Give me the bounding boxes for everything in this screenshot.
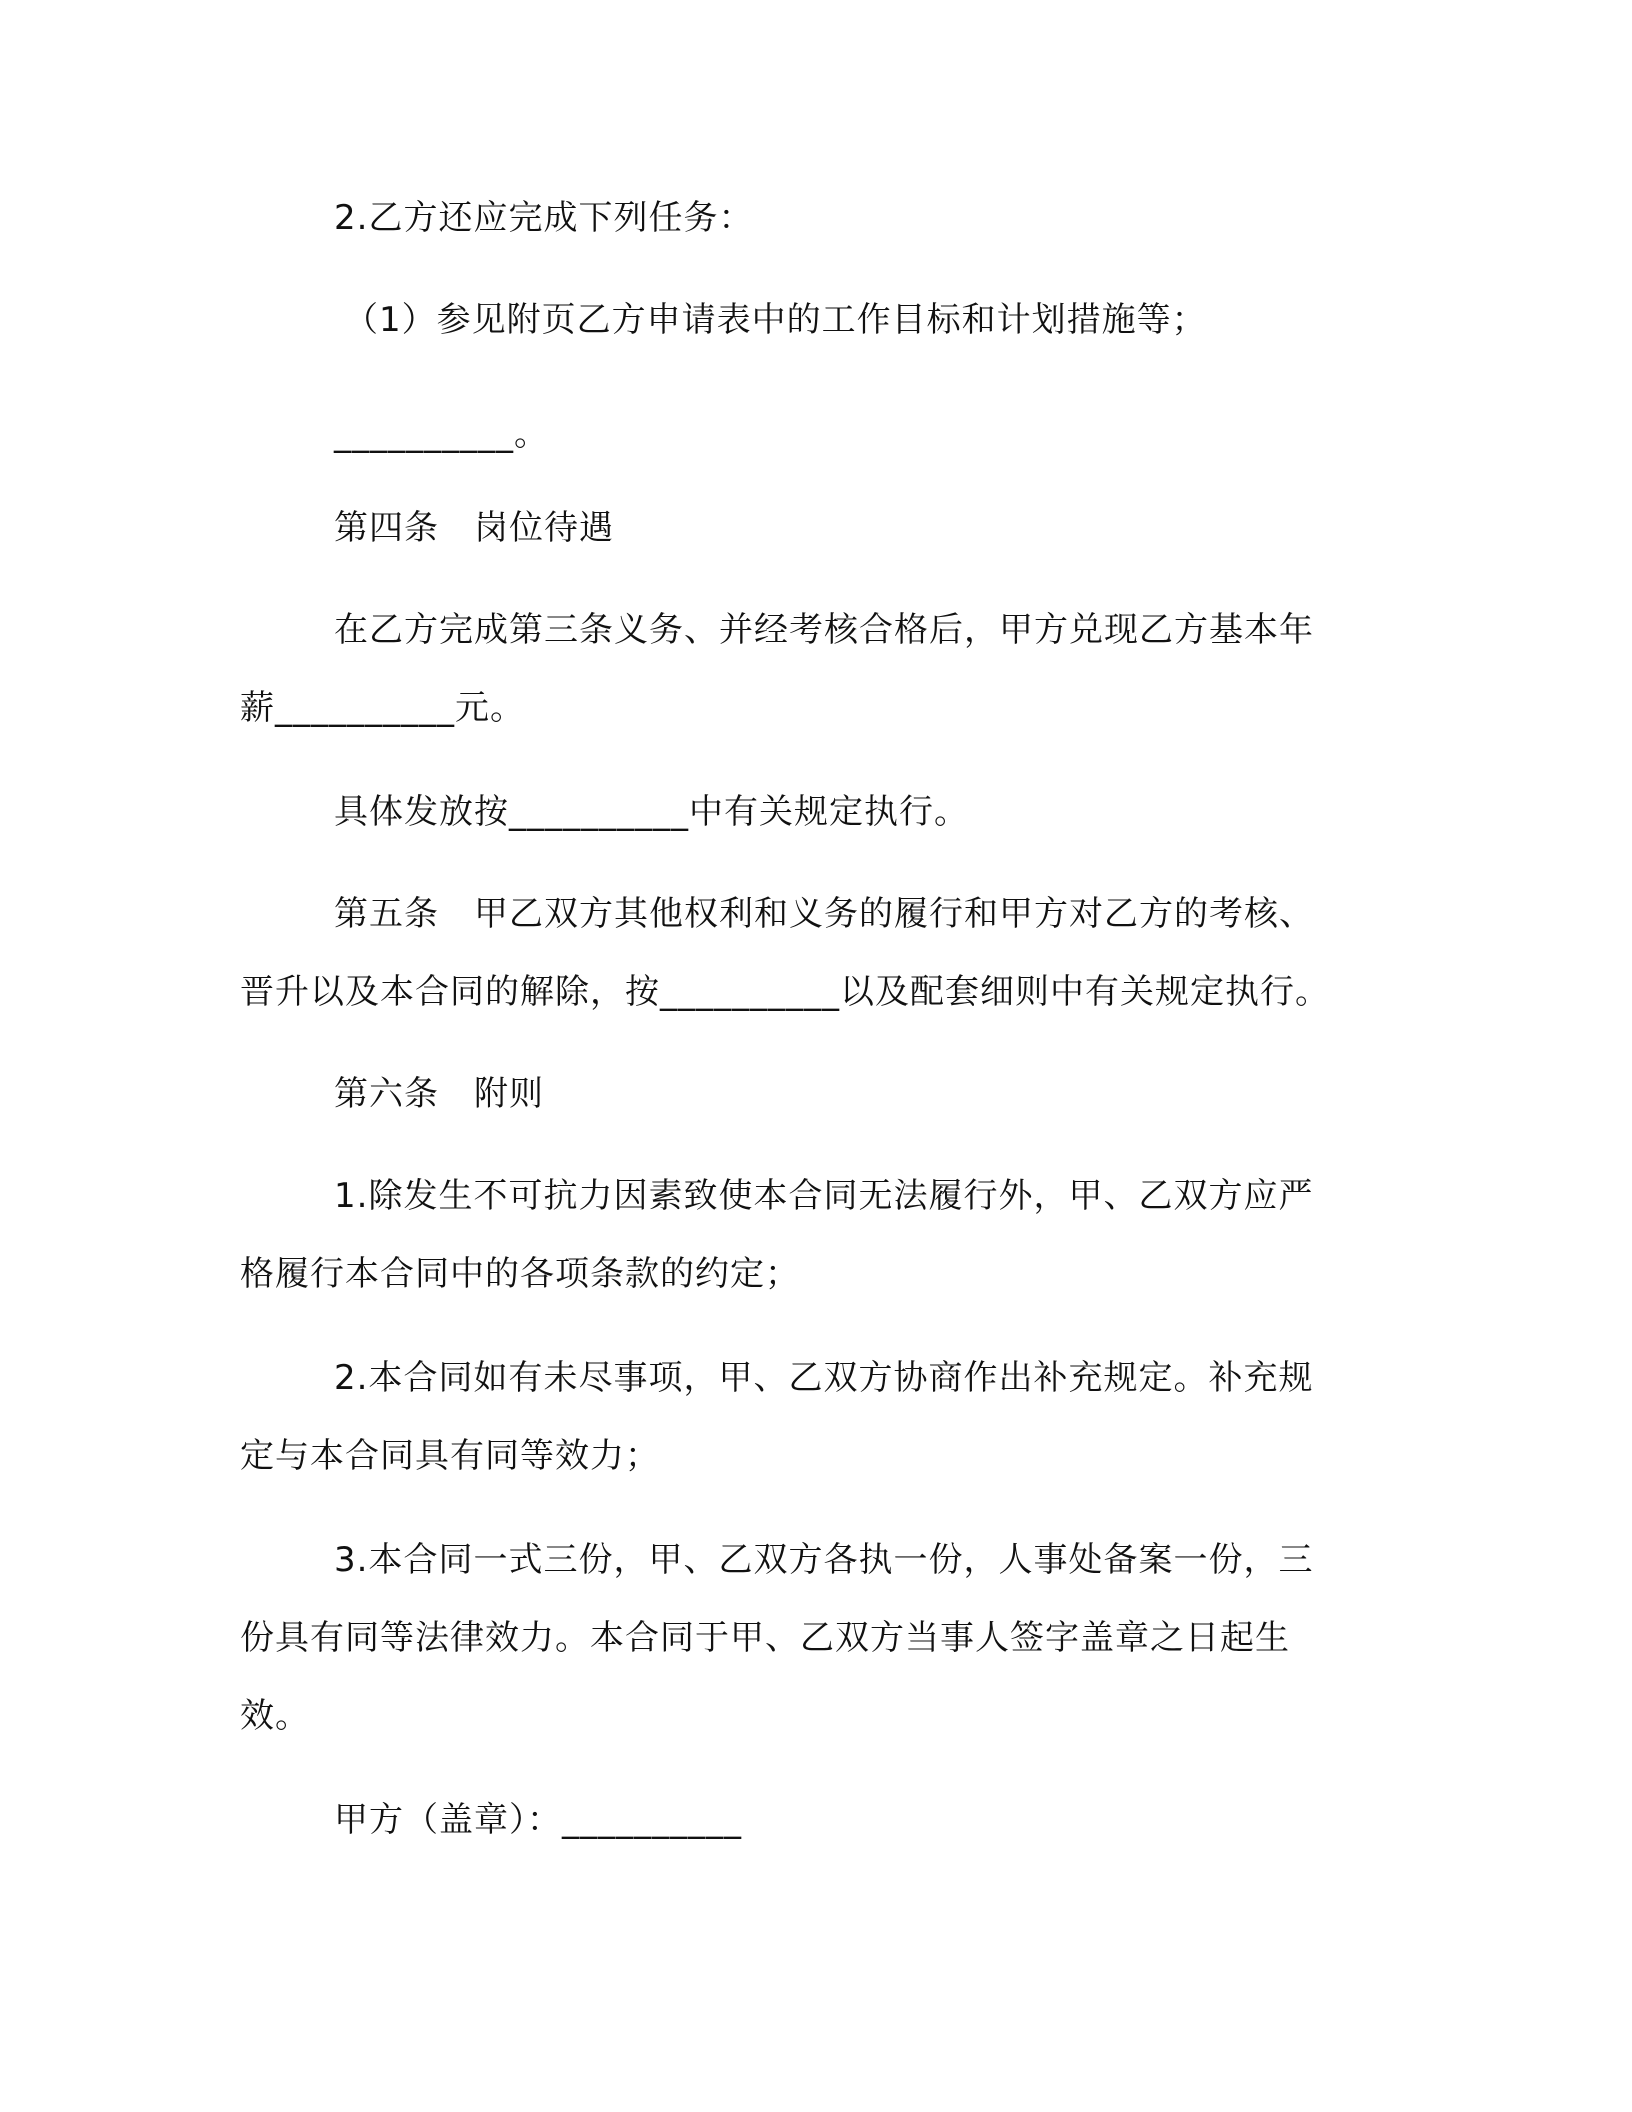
- article-5-line-2: 晋升以及本合同的解除，按__________以及配套细则中有关规定执行。: [240, 972, 1330, 1012]
- article-6-clause-1-line-1: 1.除发生不可抗力因素致使本合同无法履行外，甲、乙双方应严: [334, 1176, 1314, 1216]
- article-4-payment-line: 具体发放按__________中有关规定执行。: [334, 792, 969, 832]
- article-6-clause-1-line-2: 格履行本合同中的各项条款的约定；: [240, 1254, 800, 1294]
- article-4-heading: 第四条 岗位待遇: [334, 508, 614, 548]
- article-6-clause-3-line-3: 效。: [240, 1696, 310, 1736]
- task-heading: 2.乙方还应完成下列任务：: [334, 198, 754, 238]
- article-6-clause-2-line-1: 2.本合同如有未尽事项，甲、乙双方协商作出补充规定。补充规: [334, 1358, 1314, 1398]
- task-item-blank: __________。: [334, 414, 549, 454]
- article-4-paragraph-line-1: 在乙方完成第三条义务、并经考核合格后，甲方兑现乙方基本年: [334, 610, 1314, 650]
- article-6-clause-3-line-2: 份具有同等法律效力。本合同于甲、乙双方当事人签字盖章之日起生: [240, 1618, 1290, 1658]
- article-6-clause-2-line-2: 定与本合同具有同等效力；: [240, 1436, 660, 1476]
- article-5-line-1: 第五条 甲乙双方其他权利和义务的履行和甲方对乙方的考核、: [334, 894, 1314, 934]
- article-6-heading: 第六条 附则: [334, 1074, 544, 1114]
- party-a-seal-line: 甲方（盖章）：__________: [334, 1800, 742, 1840]
- task-item-1: （1）参见附页乙方申请表中的工作目标和计划措施等；: [344, 300, 1207, 340]
- article-4-paragraph-line-2: 薪__________元。: [240, 688, 525, 728]
- article-6-clause-3-line-1: 3.本合同一式三份，甲、乙双方各执一份，人事处备案一份，三: [334, 1540, 1314, 1580]
